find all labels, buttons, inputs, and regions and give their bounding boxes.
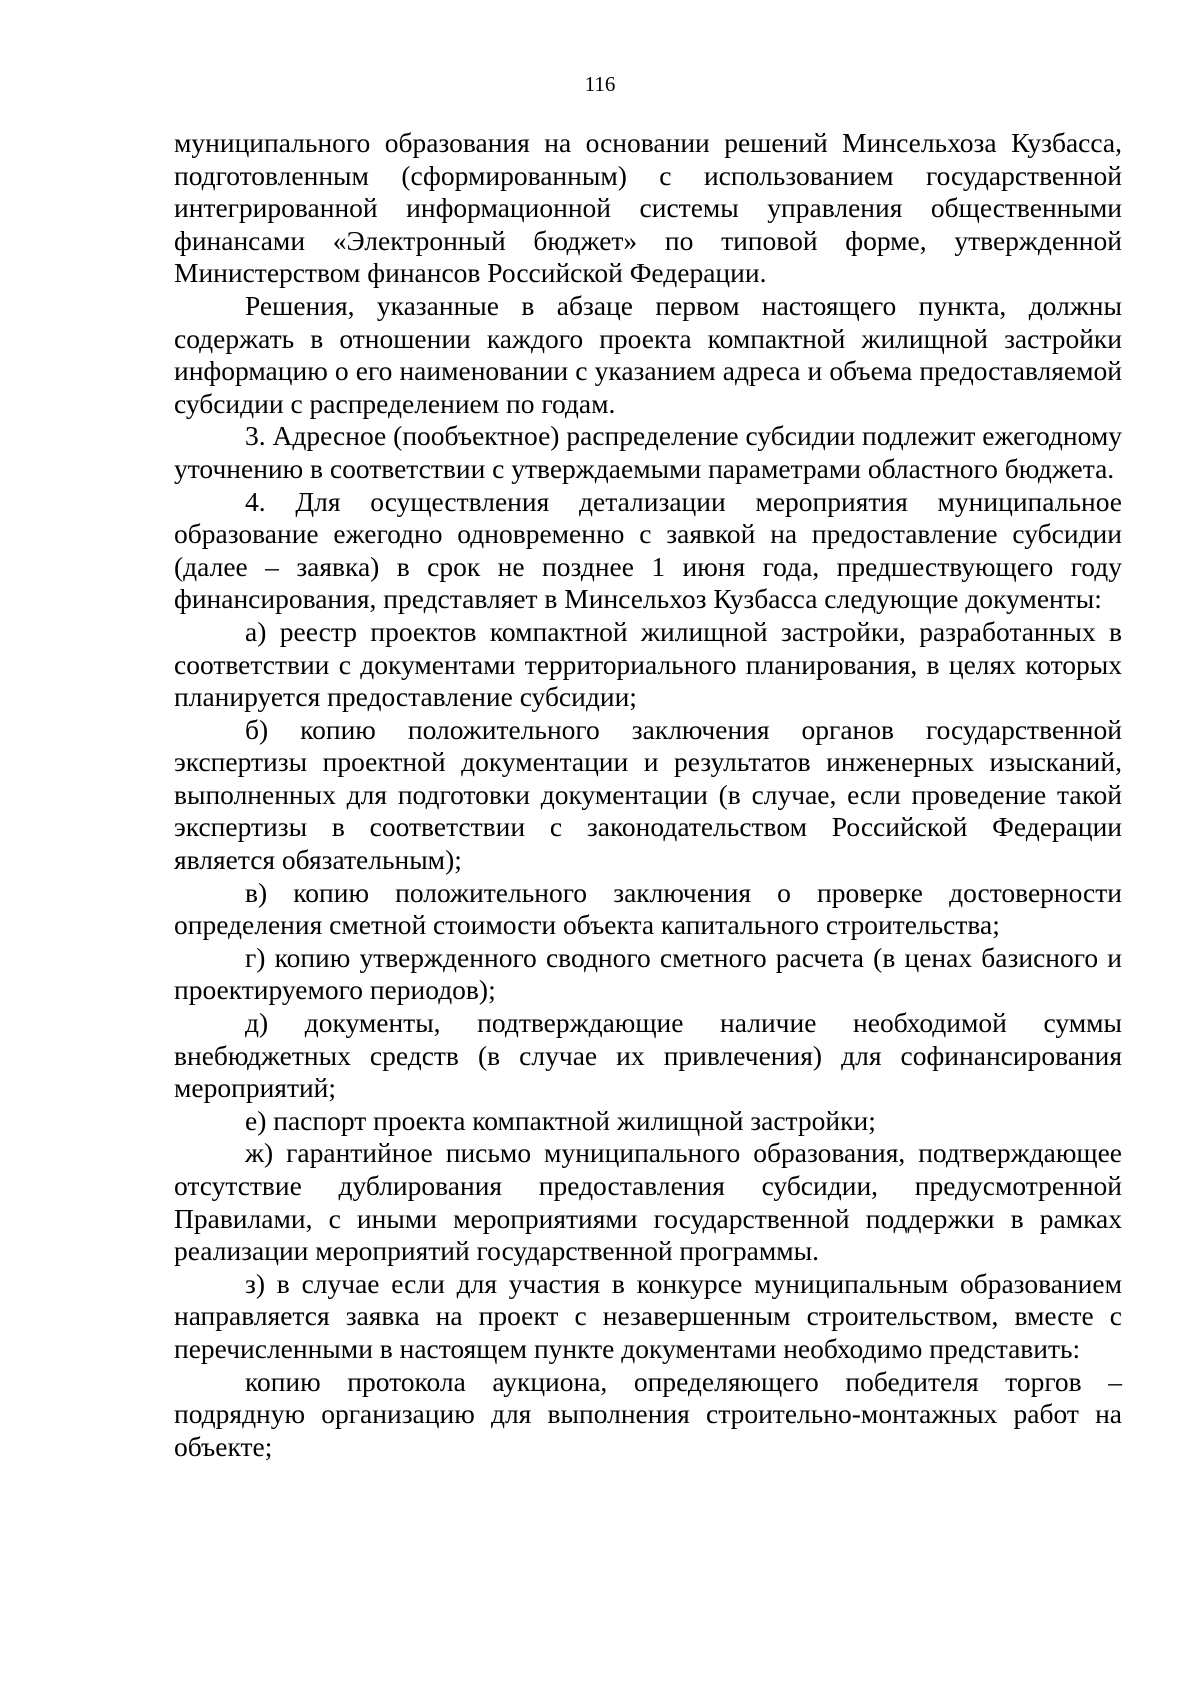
list-item-b: б) копию положительного заключения органов государственной экспертизы проектной документации и результатов инженерных изысканий, выполненных для подготовки документации (в случае, если проведение такой экспертизы в соответствии с законодательством Российской Федерации является обязательным); xyxy=(174,713,1122,876)
list-item-a: а) реестр проектов компактной жилищной застройки, разработанных в соответствии с документами территориального планирования, в целях которых планируется предоставление субсидии; xyxy=(174,615,1122,713)
list-item-zh: ж) гарантийное письмо муниципального образования, подтверждающее отсутствие дублирования предоставления субсидии, предусмотренной Правилами, с иными мероприятиями государственной поддержки в рамках реализации мероприятий государственной программы. xyxy=(174,1137,1122,1267)
paragraph-item-3: 3. Адресное (пообъектное) распределение субсидии подлежит ежегодному уточнению в соответствии с утверждаемыми параметрами областного бюджета. xyxy=(174,420,1122,484)
document-body xyxy=(174,127,1122,1463)
list-item-v: в) копию положительного заключения о проверке достоверности определения сметной стоимости объекта капитального строительства; xyxy=(174,876,1122,941)
list-item-g: г) копию утвержденного сводного сметного расчета (в ценах базисного и проектируемого периодов); xyxy=(174,941,1122,1006)
list-item-z: з) в случае если для участия в конкурсе муниципальным образованием направляется заявка на проект с незавершенным строительством, вместе с перечисленными в настоящем пункте документами необходимо представить: xyxy=(174,1267,1122,1364)
paragraph-decisions-content: Решения, указанные в абзаце первом настоящего пункта, должны содержать в отношении каждого проекта компактной жилищной застройки информацию о его наименовании с указанием адреса и объема предоставляемой субсидии с распределением по годам. xyxy=(174,289,1122,419)
list-item-e: е) паспорт проекта компактной жилищной застройки; xyxy=(245,1104,876,1136)
list-item-d: д) документы, подтверждающие наличие необходимой суммы внебюджетных средств (в случае их привлечения) для софинансирования мероприятий; xyxy=(174,1007,1122,1104)
sub-item-auction-protocol: копию протокола аукциона, определяющего победителя торгов – подрядную организацию для выполнения строительно-монтажных работ на объекте; xyxy=(174,1365,1122,1462)
page-number: 116 xyxy=(584,72,616,96)
paragraph-item-4: 4. Для осуществления детализации мероприятия муниципальное образование ежегодно одновременно с заявкой на предоставление субсидии (далее – заявка) в срок не позднее 1 июня года, предшествующего году финансирования, представляет в Минсельхоз Кузбасса следующие документы: xyxy=(174,485,1122,615)
paragraph-continuation: муниципального образования на основании решений Минсельхоза Кузбасса, подготовленным (сформированным) с использованием государственной интегрированной информационной системы управления общественными финансами «Электронный бюджет» по типовой форме, утвержденной Министерством финансов Российской Федерации. xyxy=(174,127,1122,289)
